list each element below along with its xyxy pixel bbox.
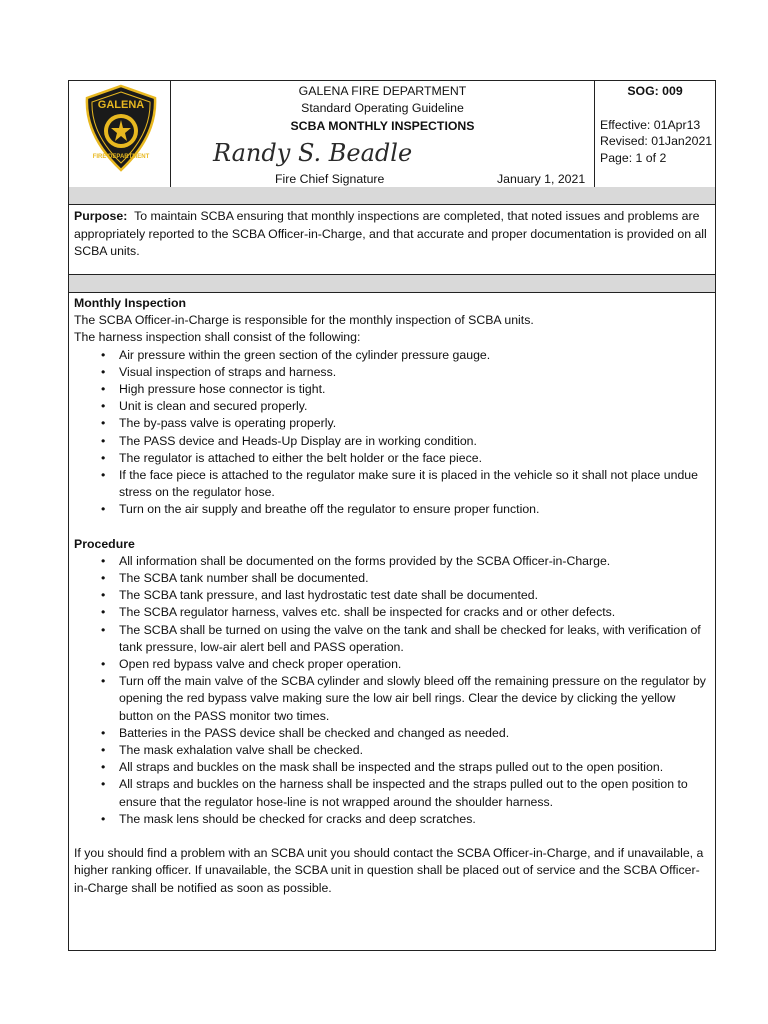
list-item: • If the face piece is attached to the regulator make sure it is placed in the vehicle so it shall not place undue stress on the regulator hose. xyxy=(74,467,710,501)
list-item: • The SCBA tank pressure, and last hydrostatic test date shall be documented. xyxy=(74,587,710,604)
list-item: • Turn on the air supply and breathe off the regulator to ensure proper function. xyxy=(74,501,710,518)
purpose-section xyxy=(69,205,715,275)
list-item: • Batteries in the PASS device shall be checked and changed as needed. xyxy=(74,725,710,742)
list-item: • The mask lens should be checked for cracks and deep scratches. xyxy=(74,811,710,828)
logo-cell xyxy=(69,81,171,187)
svg-text:FIRE DEPARTMENT: FIRE DEPARTMENT xyxy=(92,154,150,160)
list-item: • All straps and buckles on the mask shall be inspected and the straps pulled out to the open position. xyxy=(74,759,710,776)
paragraph: The SCBA Officer-in-Charge is responsible for the monthly inspection of SCBA units. xyxy=(74,313,534,328)
signature-label: Fire Chief Signature xyxy=(275,172,385,186)
revised-date: Revised: 01Jan2021 xyxy=(600,134,713,148)
list-item: • The mask exhalation valve shall be checked. xyxy=(74,742,710,759)
list-item: • The SCBA shall be turned on using the valve on the tank and shall be checked for leaks, with verification of tank pressure, low-air alert bell and PASS operation. xyxy=(74,622,710,656)
list-item: • Turn off the main valve of the SCBA cylinder and slowly bleed off the remaining pressure on the regulator by opening the red bypass valve making sure the low air bell rings. Clear the device by clicking the yellow button on the PASS monitor two times. xyxy=(74,673,710,725)
list-item: • Visual inspection of straps and harness. xyxy=(74,364,710,381)
signature-date: January 1, 2021 xyxy=(497,172,586,186)
svg-text:GALENA: GALENA xyxy=(97,99,145,111)
body-section xyxy=(69,293,715,899)
section-divider xyxy=(69,275,715,293)
purpose-label: Purpose: xyxy=(74,209,128,223)
list-item: • All straps and buckles on the harness shall be inspected and the straps pulled out to the open position to ensure that the regulator hose-line is not wrapped around the shoulder harness. xyxy=(74,776,710,810)
monthly-inspection-heading: Monthly Inspection xyxy=(74,296,187,310)
title-cell xyxy=(171,81,595,187)
svg-text:Randy S. Beadle: Randy S. Beadle xyxy=(213,139,413,167)
page-number: Page: 1 of 2 xyxy=(600,151,667,165)
document-type: Standard Operating Guideline xyxy=(301,101,464,115)
meta-cell xyxy=(595,81,715,187)
procedure-heading: Procedure xyxy=(74,536,135,551)
galena-fire-department-logo xyxy=(81,84,161,172)
list-item: • The regulator is attached to either the belt holder or the face piece. xyxy=(74,450,710,467)
list-item: • High pressure hose connector is tight. xyxy=(74,381,710,398)
header-table xyxy=(69,81,715,188)
list-item: • All information shall be documented on the forms provided by the SCBA Officer-in-Charge. xyxy=(74,553,710,570)
list-item: • The by-pass valve is operating properly. xyxy=(74,415,710,432)
paragraph: The harness inspection shall consist of the following: xyxy=(74,330,361,345)
list-item: • The SCBA tank number shall be documented. xyxy=(74,570,710,587)
closing-paragraph: If you should find a problem with an SCBA unit you should contact the SCBA Officer-in-Charge, and if unavailable, a higher ranking officer. If unavailable, the SCBA unit in question shall be placed out of service and the SCBA Officer-in-Charge shall be notified as soon as possible. xyxy=(74,846,704,895)
document-title: SCBA MONTHLY INSPECTIONS xyxy=(290,119,475,133)
effective-date: Effective: 01Apr13 xyxy=(600,118,701,132)
list-item: • Unit is clean and secured properly. xyxy=(74,398,710,415)
procedure-list xyxy=(74,553,710,828)
list-item: • The SCBA regulator harness, valves etc. shall be inspected for cracks and or other defects. xyxy=(74,604,710,621)
list-item: • The PASS device and Heads-Up Display are in working condition. xyxy=(74,433,710,450)
list-item: • Open red bypass valve and check proper operation. xyxy=(74,656,710,673)
document-page xyxy=(68,80,716,951)
fire-chief-signature xyxy=(209,133,413,173)
monthly-inspection-list xyxy=(74,347,710,519)
purpose-text: To maintain SCBA ensuring that monthly inspections are completed, that noted issues and problems are appropriately reported to the SCBA Officer-in-Charge, and that accurate and proper documentation is provided on all SCBA units. xyxy=(74,209,707,258)
department-name: GALENA FIRE DEPARTMENT xyxy=(298,84,467,98)
section-divider xyxy=(69,187,715,205)
sog-number: SOG: 009 xyxy=(627,84,683,98)
list-item: • Air pressure within the green section of the cylinder pressure gauge. xyxy=(74,347,710,364)
